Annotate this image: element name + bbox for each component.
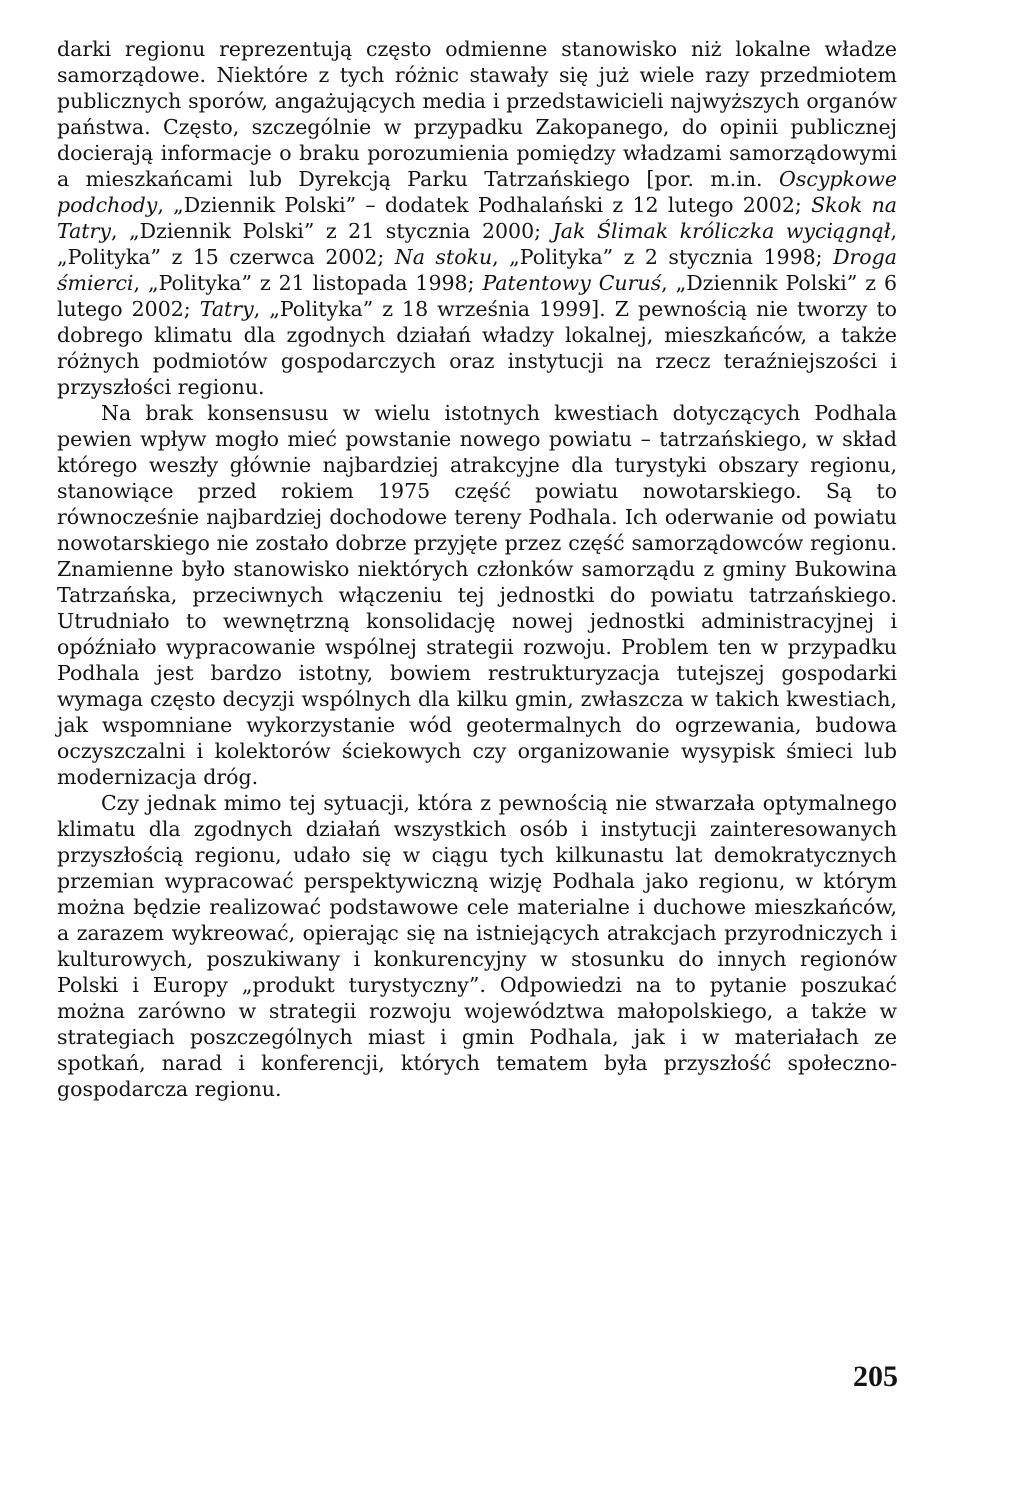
reference-title: Tatry	[199, 297, 254, 321]
paragraph-3: Czy jednak mimo tej sytuacji, która z pewnością nie stwarzała optymalnego klimatu dla zgodnych działań wszystkich osób i instytucji zainteresowanych przyszłością regionu, udało się w ciągu tych kilkunastu lat demokratycznych przemian wypracować perspektywiczną wizję Podhala jako regionu, w którym można będzie realizować podstawowe cele materialne i duchowe mieszkańców, a zarazem wykreować, opierając się na istniejących atrakcjach przyrodniczych i kulturowych, poszukiwany i konkurencyjny w stosunku do innych regionów Polski i Europy „produkt turystyczny”. Odpowiedzi na to pytanie poszukać można zarówno w strategii rozwoju województwa małopolskiego, a także w strategiach poszczególnych miast i gmin Podhala, jak i w materiałach ze spotkań, narad i konferencji, których tematem była przyszłość społeczno-gospodarcza regionu.	[57, 791, 897, 1101]
reference-source: , „Dziennik Polski” z 21 stycznia 2000;	[110, 219, 553, 243]
reference-source: , „Polityka” z 21 listopada 1998;	[133, 271, 483, 295]
reference-source: , „Polityka” z 2 stycznia 1998;	[492, 245, 834, 269]
reference-source: , „Polityka” z 15 czerwca 2002;	[57, 219, 897, 269]
reference-title: Patentowy Curuś	[482, 271, 662, 295]
reference-title: Droga śmierci	[57, 245, 897, 295]
reference-title: Na stoku	[394, 245, 493, 269]
reference-source: , „Polityka” z 18 września 1999]. Z pewnością nie tworzy to dobrego klimatu dla zgodnych działań władzy lokalnej, mieszkańców, a także różnych podmiotów gospodarczych oraz instytucji na rzecz teraźniejszości i przyszłości regionu.	[57, 297, 897, 399]
paragraph-1	[57, 36, 897, 400]
reference-title: Jak Ślimak króliczka wyciągnął	[552, 219, 891, 243]
page-body	[57, 36, 897, 1102]
reference-title: Skok na Tatry	[57, 193, 897, 243]
paragraph-2: Na brak konsensusu w wielu istotnych kwestiach dotyczących Podhala pewien wpływ mogło mieć powstanie nowego powiatu – tatrzańskiego, w skład którego weszły głównie najbardziej atrakcyjne dla turystyki obszary regionu, stanowiące przed rokiem 1975 część powiatu nowotarskiego. Są to równocześnie najbardziej dochodowe tereny Podhala. Ich oderwanie od powiatu nowotarskiego nie zostało dobrze przyjęte przez część samorządowców regionu. Znamienne było stanowisko niektórych członków samorządu z gminy Bukowina Tatrzańska, przeciwnych włączeniu tej jednostki do powiatu tatrzańskiego. Utrudniało to wewnętrzną konsolidację nowej jednostki administracyjnej i opóźniało wypracowanie wspólnej strategii rozwoju. Problem ten w przypadku Podhala jest bardzo istotny, bowiem restrukturyzacja tutejszej gospodarki wymaga często decyzji wspólnych dla kilku gmin, zwłaszcza w takich kwestiach, jak wspomniane wykorzystanie wód geotermalnych do ogrzewania, budowa oczyszczalni i kolektorów ściekowych czy organizowanie wysypisk śmieci lub modernizacja dróg.	[57, 401, 897, 789]
reference-source: , „Dziennik Polski” z 6 lutego 2002;	[57, 271, 897, 321]
page-number: 205	[853, 1360, 898, 1393]
reference-source: , „Dziennik Polski” – dodatek Podhalański z 12 lutego 2002;	[157, 193, 812, 217]
paragraph-1-text: darki regionu reprezentują często odmienne stanowisko niż lokalne władze samorządowe. Niektóre z tych różnic stawały się już wiele razy przedmiotem publicznych sporów, angażujących media i przedstawicieli najwyższych organów państwa. Często, szczególnie w przypadku Zakopanego, do opinii publicznej docierają informacje o braku porozumienia pomiędzy władzami samorządowymi a mieszkańcami lub Dyrekcją Parku Tatrzańskiego [por. m.in.	[57, 37, 897, 191]
reference-title: Oscypkowe podchody	[57, 167, 897, 217]
